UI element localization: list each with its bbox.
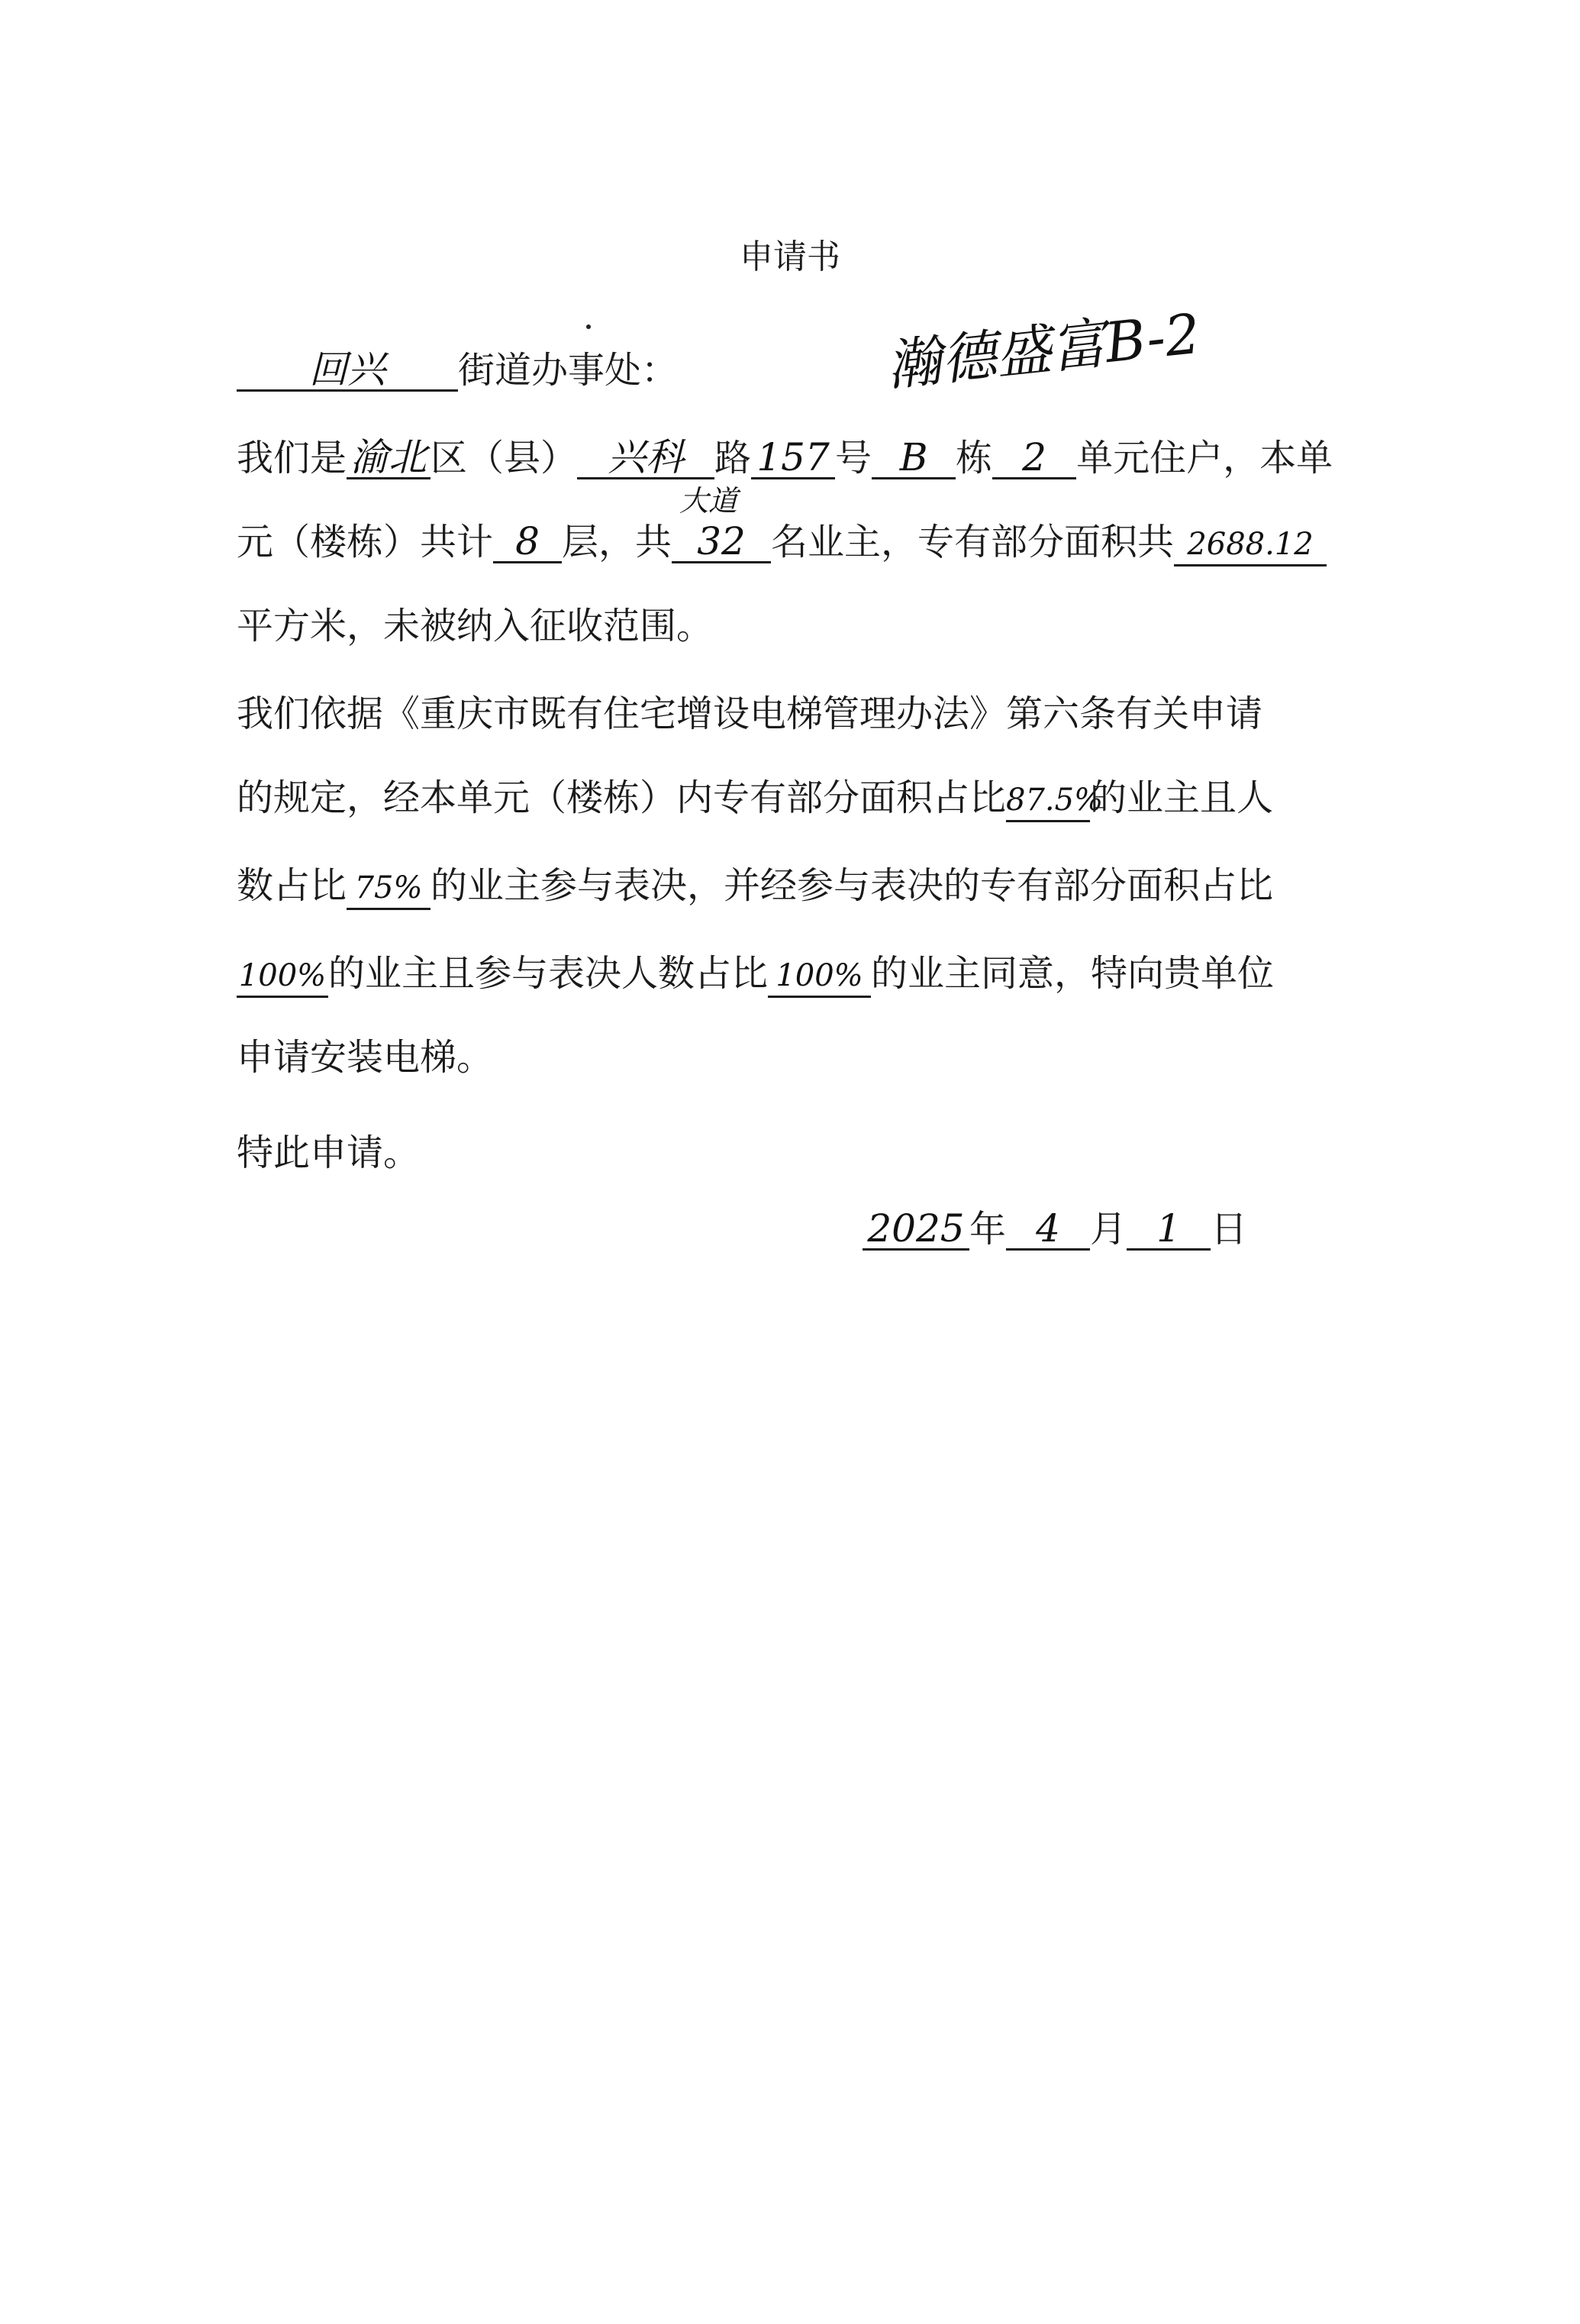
para1-line3 (237, 603, 713, 649)
para2-text-1: 我们依据《重庆市既有住宅增设电梯管理办法》第六条有关申请 (237, 692, 1263, 735)
para2-text-4b: 的业主同意，特向贵单位 (871, 952, 1275, 995)
year-label: 年 (969, 1208, 1007, 1251)
building-blank: B (872, 437, 956, 479)
para2-line3 (237, 863, 1273, 910)
para2-text-2b: 的业主且人 (1090, 776, 1274, 819)
street-blank: 回兴 (237, 350, 458, 392)
road-insert: 大道 (679, 484, 738, 518)
area-ratio-blank: 87.5% (1006, 780, 1090, 822)
number-blank: 157 (751, 437, 835, 479)
day-label: 日 (1211, 1208, 1248, 1251)
para1-text-10: 平方米，未被纳入征收范围。 (237, 605, 714, 647)
para2-line1 (237, 691, 1262, 737)
ink-dot (586, 324, 591, 329)
para2-text-3b: 的业主参与表决，并经参与表决的专有部分面积占比 (430, 864, 1274, 907)
vote-count-ratio-blank: 100% (768, 956, 871, 998)
para1-text-4: 号 (835, 437, 872, 479)
para1-text-9: 名业主，专有部分面积共 (771, 521, 1175, 563)
day-blank: 1 (1127, 1209, 1211, 1251)
para1-text-1: 我们是 (237, 437, 347, 479)
para1-text-7: 元（楼栋）共计 (237, 521, 494, 563)
month-label: 月 (1090, 1208, 1127, 1251)
month-blank: 4 (1006, 1209, 1090, 1251)
para2-text-4a: 的业主且参与表决人数占比 (328, 952, 769, 995)
para1-line2 (237, 519, 1327, 566)
handwritten-note: 瀚德盛富B-2 (883, 301, 1204, 399)
document-title: 申请书 (740, 237, 840, 276)
closing-line (237, 1130, 420, 1176)
road-blank: 兴科 (577, 437, 714, 479)
para1-text-6: 单元住户，本单 (1076, 437, 1333, 479)
para2-line4 (237, 951, 1274, 998)
owners-blank: 32 (672, 521, 771, 563)
para2-text-2a: 的规定，经本单元（楼栋）内专有部分面积占比 (237, 776, 1007, 819)
para1-text-3: 路 (714, 437, 752, 479)
para1-text-5: 栋 (956, 437, 993, 479)
date-line (863, 1206, 1247, 1252)
para2-line5 (237, 1035, 493, 1080)
vote-area-ratio-blank: 100% (237, 956, 328, 998)
unit-blank: 2 (992, 437, 1076, 479)
area-blank: 2688.12 (1174, 525, 1327, 566)
district-blank: 渝北 (347, 437, 430, 479)
addressee-suffix: 街道办事处： (458, 349, 679, 392)
year-blank: 2025 (863, 1209, 969, 1251)
para2-text-3a: 数占比 (237, 864, 347, 907)
para1-line1 (237, 435, 1333, 481)
para2-text-5: 申请安装电梯。 (237, 1036, 494, 1079)
floors-blank: 8 (493, 521, 562, 563)
para2-line2 (237, 775, 1273, 822)
para1-text-8: 层，共 (562, 521, 672, 563)
para1-text-2: 区（县） (430, 437, 578, 479)
count-ratio-blank: 75% (347, 868, 430, 910)
closing-text: 特此申请。 (237, 1131, 421, 1174)
addressee-line (237, 347, 678, 393)
